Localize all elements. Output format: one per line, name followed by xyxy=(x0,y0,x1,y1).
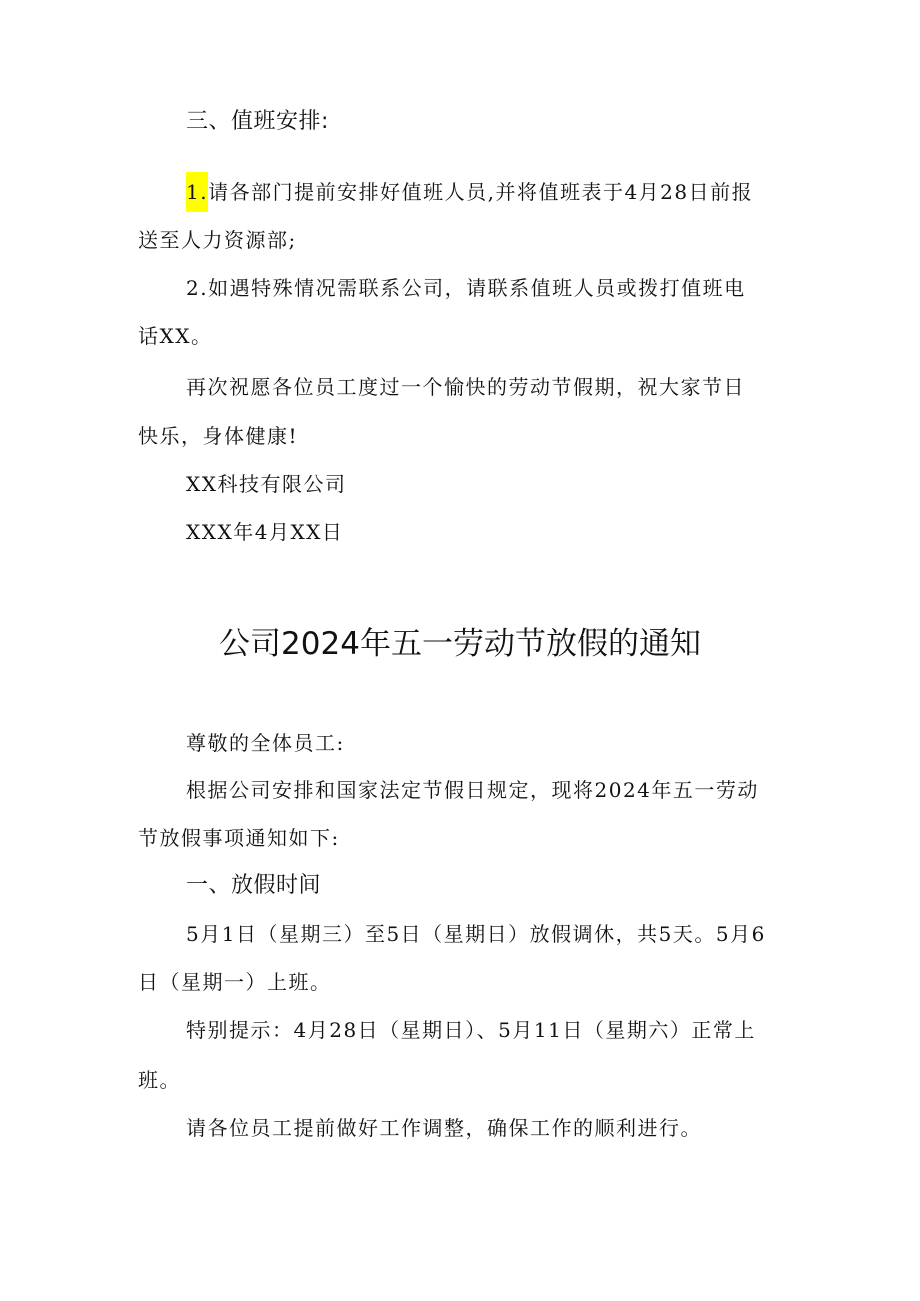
intro-line-1: 根据公司安排和国家法定节假日规定，现将2024年五一劳动 xyxy=(186,778,759,802)
duty-item-1-text: 请各部门提前安排好值班人员,并将值班表于4月28日前报 xyxy=(208,180,754,204)
greeting: 尊敬的全体员工: xyxy=(186,731,345,755)
duty-item-1-line-2: 送至人力资源部; xyxy=(138,228,297,252)
notice-title: 公司2024年五一劳动节放假的通知 xyxy=(219,626,701,662)
duty-item-2-line-1: 2.如遇特殊情况需联系公司，请联系值班人员或拨打值班电 xyxy=(186,276,746,300)
duty-item-2-line-2: 话XX。 xyxy=(138,324,213,348)
signature-date: XXX年4月XX日 xyxy=(186,520,344,544)
highlighted-item-number: 1. xyxy=(186,172,208,212)
closing-wish-line-1: 再次祝愿各位员工度过一个愉快的劳动节假期，祝大家节日 xyxy=(186,375,745,399)
duty-item-1-line-1 xyxy=(186,178,753,206)
section-1-heading: 一、放假时间 xyxy=(186,873,322,898)
holiday-line-2: 日（星期一）上班。 xyxy=(138,970,332,994)
special-note-line-1: 特别提示：4月28日（星期日）、5月11日（星期六）正常上 xyxy=(186,1018,756,1042)
holiday-line-1: 5月1日（星期三）至5日（星期日）放假调休，共5天。5月6 xyxy=(186,922,766,946)
special-note-line-2: 班。 xyxy=(138,1068,181,1092)
section-duty-heading: 三、值班安排: xyxy=(186,109,329,134)
company-signature: XX科技有限公司 xyxy=(186,472,347,496)
closing-wish-line-2: 快乐，身体健康! xyxy=(138,424,299,448)
intro-line-2: 节放假事项通知如下: xyxy=(138,826,340,850)
adjust-reminder: 请各位员工提前做好工作调整，确保工作的顺利进行。 xyxy=(186,1116,702,1140)
